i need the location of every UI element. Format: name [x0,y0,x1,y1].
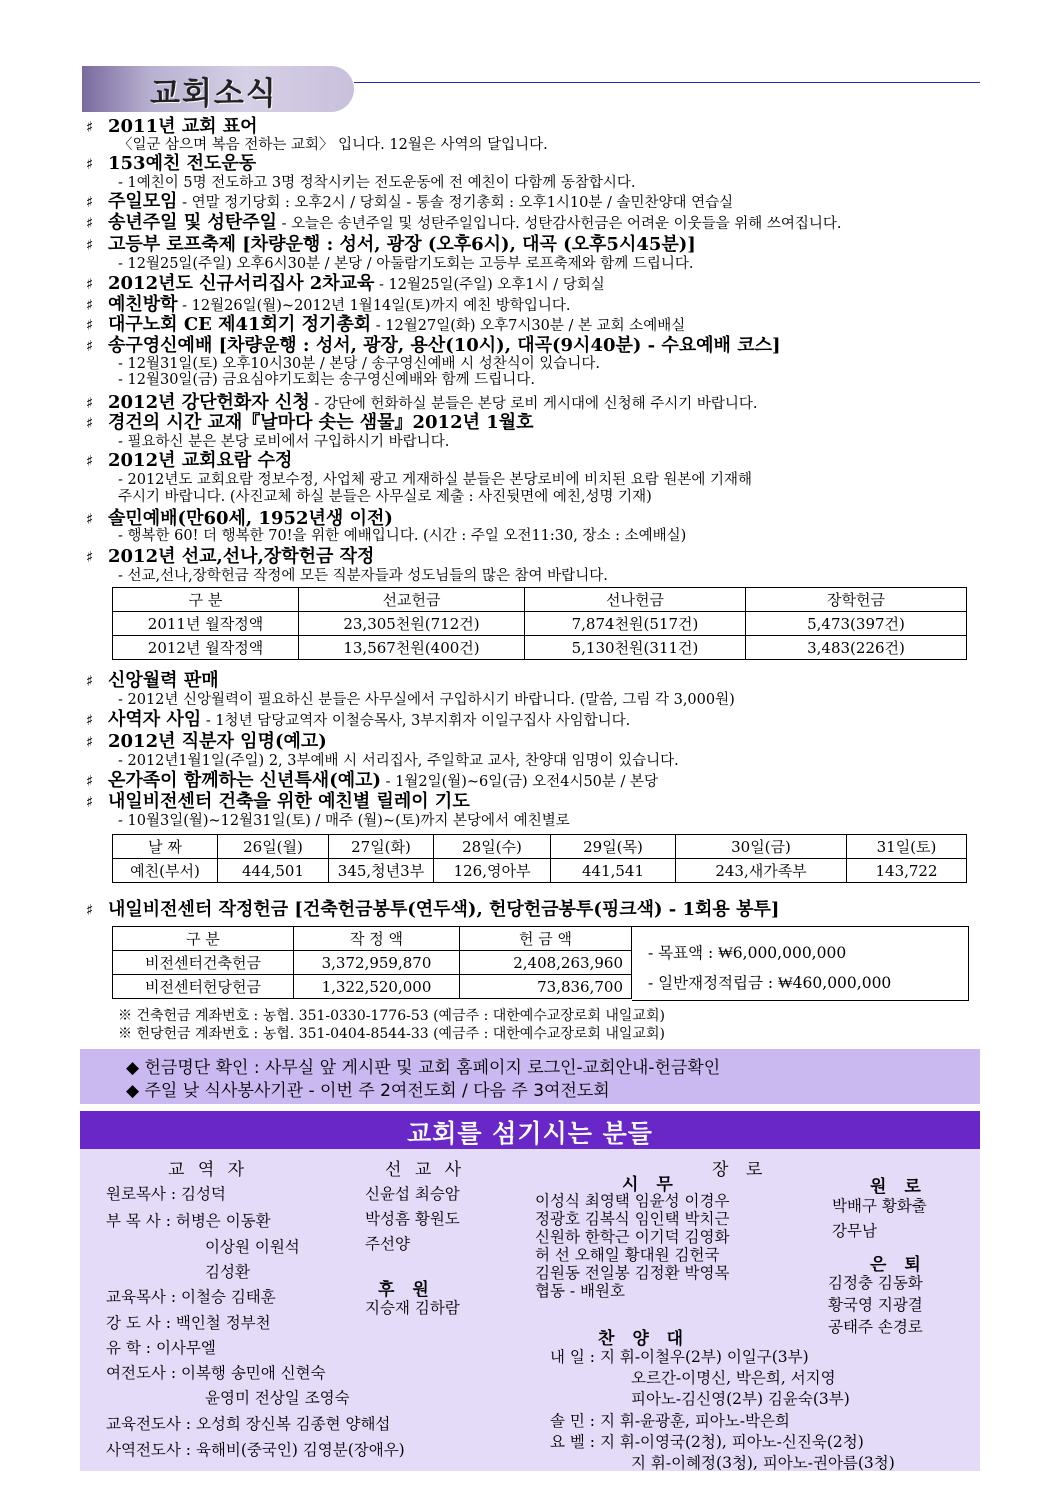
news-heading: 온가족이 함께하는 신년특새(예고) [108,770,381,791]
news-item [86,510,393,528]
table-header: 29일(목) [551,835,676,859]
bullet-icon: ♯ [86,337,94,355]
bullet-icon: ♯ [86,118,94,136]
news-item [86,236,696,254]
retired-line: 김정충 김동화 [828,1274,923,1292]
news-detail-line: 주시기 바랍니다. (사진교체 하실 분들은 사무실로 제출 : 사진뒷면에 예친,성명 기재) [118,489,652,505]
bullet-icon: ♯ [86,772,94,790]
clergy-heading: 교 역 자 [168,1160,249,1180]
news-heading: 2012년 직분자 임명(예고) [108,731,327,752]
news-item [86,452,292,470]
news-heading: 송년주일 및 성탄주일 [108,212,278,233]
table-header: 헌 금 액 [460,927,632,951]
table-cell: 2012년 월작정액 [113,636,299,660]
news-detail: - 12월27일(화) 오후7시30분 / 본 교회 소예배실 [371,318,686,334]
table-row [113,951,632,975]
table-row [113,612,967,636]
bullet-icon: ♯ [86,733,94,751]
news-detail: - 강단에 헌화하실 분들은 본당 로비 게시대에 신청해 주시기 바랍니다. [309,396,758,412]
news-heading: 고등부 로프축제 [차량운행 : 성서, 광장 (오후6시), 대곡 (오후5시45분)] [108,234,696,255]
missionary-line: 박성흠 황원도 [365,1210,460,1228]
bullet-icon: ♯ [86,510,94,528]
notice-offering-list: ◆ 헌금명단 확인 : 사무실 앞 게시판 및 교회 홈페이지 로그인-교회안내-헌금확인 [126,1058,721,1078]
table-header-row [113,588,967,612]
bullet-icon: ♯ [86,316,94,334]
clergy-line: 윤영미 전상일 조영숙 [205,1389,350,1407]
table-header-row [113,835,967,859]
news-detail: - 1월2일(월)~6일(금) 오전4시50분 / 본당 [381,774,659,790]
table-header: 작 정 액 [294,927,460,951]
retired-line: 공태주 손경로 [828,1318,923,1336]
missionary-line: 신윤섭 최승암 [365,1185,460,1203]
table-header: 30일(금) [676,835,847,859]
news-detail-line: - 2012년 신앙월력이 필요하신 분들은 사무실에서 구입하시기 바랍니다. (말씀, 그림 각 3,000원) [118,692,735,708]
news-item [86,337,781,355]
news-heading: 대구노회 CE 제41회기 정기총회 [108,314,372,335]
active-elders-line: 신원하 한학근 이기덕 김영화 [535,1228,730,1246]
goal-amount: - 목표액 : ₩6,000,000,000 [648,944,847,962]
table-cell: 345,청년3부 [329,859,434,883]
table-cell: 1,322,520,000 [294,975,460,999]
elders-heading: 장 로 [712,1160,769,1180]
news-heading: 송구영신예배 [차량운행 : 성서, 광장, 용산(10시), 대곡(9시40분) - 수요예배 코스] [108,335,781,356]
table-header: 선나헌금 [525,588,746,612]
news-detail-line: - 선교,선나,장학헌금 작정에 모든 직분자들과 성도님들의 많은 참여 바랍니다. [118,568,608,584]
account-building: ※ 건축헌금 계좌번호 : 농협. 351-0330-1776-53 (예금주 : 대한예수교장로회 내일교회) [118,1008,665,1024]
prayer-relay-table [112,834,967,883]
active-elders-heading: 시 무 [622,1175,679,1195]
news-item [86,772,658,791]
news-item [86,793,470,811]
table-cell: 5,130천원(311건) [525,636,746,660]
table-cell: 3,483(226건) [746,636,967,660]
table-header: 장학헌금 [746,588,967,612]
table-cell: 143,722 [847,859,967,883]
news-item [86,296,570,315]
bullet-icon: ♯ [86,193,94,211]
choir-line: 솔 민 : 지 휘-윤광훈, 피아노-박은희 [550,1412,790,1430]
clergy-line: 김성환 [205,1263,250,1281]
general-fund: - 일반재정적립금 : ₩460,000,000 [648,974,892,992]
news-item [86,672,219,690]
staff-title-bar [80,1111,980,1149]
table-header: 31일(토) [847,835,967,859]
news-item [86,193,733,212]
table-header: 28일(수) [434,835,551,859]
table-cell: 13,567천원(400건) [299,636,525,660]
clergy-line: 부 목 사 : 허병은 이동환 [106,1212,271,1230]
choir-line: 요 벨 : 지 휘-이영국(2청), 피아노-신진욱(2청) [550,1433,864,1451]
table-cell: 2011년 월작정액 [113,612,299,636]
bullet-icon: ♯ [86,414,94,432]
table-header: 구 분 [113,927,294,951]
table-cell: 23,305천원(712건) [299,612,525,636]
table-header: 날 짜 [113,835,218,859]
active-elders-line: 김원동 전일봉 김정환 박영목 [535,1264,730,1282]
retired-line: 황국영 지광결 [828,1296,923,1314]
account-dedication: ※ 헌당헌금 계좌번호 : 농협. 351-0404-8544-33 (예금주 : 대한예수교장로회 내일교회) [118,1026,665,1042]
bullet-icon: ♯ [86,236,94,254]
clergy-line: 이상원 이원석 [205,1238,300,1256]
table-row [113,975,632,999]
missionary-heading: 선 교 사 [385,1160,466,1180]
news-item [86,316,685,335]
choir-line: 오르간-이명신, 박은희, 서지영 [631,1369,836,1387]
news-detail-line: - 필요하신 분은 본당 로비에서 구입하시기 바랍니다. [118,434,450,450]
news-detail-line: - 12월30일(금) 금요심야기도회는 송구영신예배와 함께 드립니다. [118,372,535,388]
active-elders-line: 허 선 오해일 황대원 김헌국 [535,1246,720,1264]
clergy-line: 사역전도사 : 육해비(중국인) 김영분(장애우) [106,1441,405,1459]
staff-title: 교회를 섬기시는 분들 [407,1119,653,1148]
news-item [86,118,258,136]
news-detail-line: - 12월31일(토) 오후10시30분 / 본당 / 송구영신예배 시 성찬식이 있습니다. [118,356,601,372]
table-cell: 비전센터건축헌금 [113,951,294,975]
news-heading: 예친방학 [108,294,178,315]
table-header: 27일(화) [329,835,434,859]
table-header: 선교헌금 [299,588,525,612]
news-heading: 사역자 사임 [108,709,202,730]
bullet-icon: ♯ [86,672,94,690]
news-detail-line: - 2012년1월1일(주일) 2, 3부예배 시 서리집사, 주일학교 교사, 찬양대 임명이 있습니다. [118,753,679,769]
news-detail-line: - 1예친이 5명 전도하고 3명 정착시키는 전도운동에 전 예친이 다함께 동참합시다. [118,175,636,191]
missionary-line: 주선양 [365,1235,410,1253]
news-heading: 153예친 전도운동 [108,153,257,174]
table-cell: 444,501 [218,859,329,883]
table-cell: 2,408,263,960 [460,951,632,975]
news-detail-line: - 12월25일(주일) 오후6시30분 / 본당 / 아둘람기도회는 고등부 로프축제와 함께 드립니다. [118,256,694,272]
offering-table [112,587,967,660]
news-item [86,901,779,919]
table-cell: 비전센터헌당헌금 [113,975,294,999]
news-item [86,214,842,233]
table-cell: 5,473(397건) [746,612,967,636]
news-detail: - 1청년 담당교역자 이철승목사, 3부지휘자 이일구집사 사임합니다. [201,713,631,729]
table-cell: 73,836,700 [460,975,632,999]
header-rule [354,82,980,83]
news-item [86,711,630,730]
news-heading: 내일비전센터 건축을 위한 예친별 릴레이 기도 [108,791,470,812]
support-line: 지승재 김하람 [365,1299,460,1317]
table-cell: 126,영아부 [434,859,551,883]
news-heading: 2012년도 신규서리집사 2차교육 [108,273,375,294]
table-cell: 7,874천원(517건) [525,612,746,636]
clergy-line: 교육전도사 : 오성희 장신복 김종현 양해섭 [106,1415,391,1433]
section-title: 교회소식 [150,76,278,112]
news-heading: 솔민예배(만60세, 1952년생 이전) [108,508,393,529]
table-row [113,636,967,660]
clergy-line: 유 학 : 이사무엘 [106,1339,216,1357]
emeritus-line: 박배구 황화출 [832,1197,927,1215]
bullet-icon: ♯ [86,275,94,293]
news-detail: - 12월26일(월)~2012년 1월14일(토)까지 예친 방학입니다. [177,298,571,314]
news-heading: 주일모임 [108,191,178,212]
news-item [86,414,534,432]
news-detail-line: - 10월3일(월)~12월31일(토) / 매주 (월)~(토)까지 본당에서 예친별로 [118,813,570,829]
table-cell: 243,새가족부 [676,859,847,883]
table-cell: 3,372,959,870 [294,951,460,975]
news-heading: 2011년 교회 표어 [108,116,258,137]
bullet-icon: ♯ [86,793,94,811]
choir-heading: 찬 양 대 [598,1329,690,1349]
news-item [86,548,374,566]
choir-line: 내 일 : 지 휘-이철우(2부) 이일구(3부) [550,1348,809,1366]
bullet-icon: ♯ [86,155,94,173]
news-heading: 내일비전센터 작정헌금 [건축헌금봉투(연두색), 헌당헌금봉투(핑크색) - 1회용 봉투] [108,899,780,920]
clergy-line: 교육목사 : 이철승 김태훈 [106,1288,276,1306]
table-cell: 예친(부서) [113,859,218,883]
retired-heading: 은 퇴 [870,1255,927,1275]
table-header: 구 분 [113,588,299,612]
bullet-icon: ♯ [86,394,94,412]
table-header: 26일(월) [218,835,329,859]
bullet-icon: ♯ [86,548,94,566]
active-elders-line: 협동 - 배원호 [535,1282,625,1300]
active-elders-line: 정광호 김복식 임인택 박치근 [535,1210,730,1228]
news-heading: 2012년 강단헌화자 신청 [108,392,310,413]
news-detail: - 오늘은 송년주일 및 성탄주일입니다. 성탄감사헌금은 어려운 이웃들을 위해 쓰여집니다. [277,216,842,232]
news-item [86,733,327,751]
clergy-line: 원로목사 : 김성덕 [106,1185,226,1203]
news-detail: - 12월25일(주일) 오후1시 / 당회실 [374,277,605,293]
table-row [113,859,967,883]
clergy-line: 강 도 사 : 백인철 정부천 [106,1314,271,1332]
news-detail-line: - 2012년도 교회요람 정보수정, 사업체 광고 게재하실 분들은 본당로비에 비치된 요람 원본에 기재해 [118,472,752,488]
news-detail-line: 〈일군 삼으며 복음 전하는 교회〉 입니다. 12월은 사역의 달입니다. [118,137,548,153]
active-elders-line: 이성식 최영택 임윤성 이경우 [535,1192,730,1210]
emeritus-heading: 원 로 [870,1177,927,1197]
choir-line: 지 휘-이혜정(3청), 피아노-권아름(3청) [631,1454,895,1472]
table-cell: 441,541 [551,859,676,883]
emeritus-line: 강무남 [832,1222,877,1240]
support-heading: 후 원 [378,1280,435,1300]
news-item [86,155,256,173]
news-heading: 경건의 시간 교재『날마다 솟는 샘물』2012년 1월호 [108,412,534,433]
clergy-line: 여전도사 : 이복행 송민애 신현숙 [106,1364,326,1382]
choir-line: 피아노-김신영(2부) 김윤숙(3부) [631,1390,850,1408]
bullet-icon: ♯ [86,711,94,729]
news-detail-line: - 행복한 60! 더 행복한 70!을 위한 예배입니다. (시간 : 주일 오전11:30, 장소 : 소예배실) [118,528,687,544]
bullet-icon: ♯ [86,901,94,919]
vision-table [112,926,632,999]
bullet-icon: ♯ [86,214,94,232]
news-heading: 2012년 교회요람 수정 [108,450,293,471]
news-detail: - 연말 정기당회 : 오후2시 / 당회실 - 통솔 정기총회 : 오후1시10분 / 솔민찬양대 연습실 [177,195,734,211]
bullet-icon: ♯ [86,296,94,314]
news-heading: 신앙월력 판매 [108,670,219,691]
notice-meal-service: ◆ 주일 낮 식사봉사기관 - 이번 주 2여전도회 / 다음 주 3여전도회 [126,1081,610,1101]
news-item [86,275,605,294]
news-item [86,394,758,413]
bullet-icon: ♯ [86,452,94,470]
news-heading: 2012년 선교,선나,장학헌금 작정 [108,546,375,567]
table-header-row [113,927,632,951]
